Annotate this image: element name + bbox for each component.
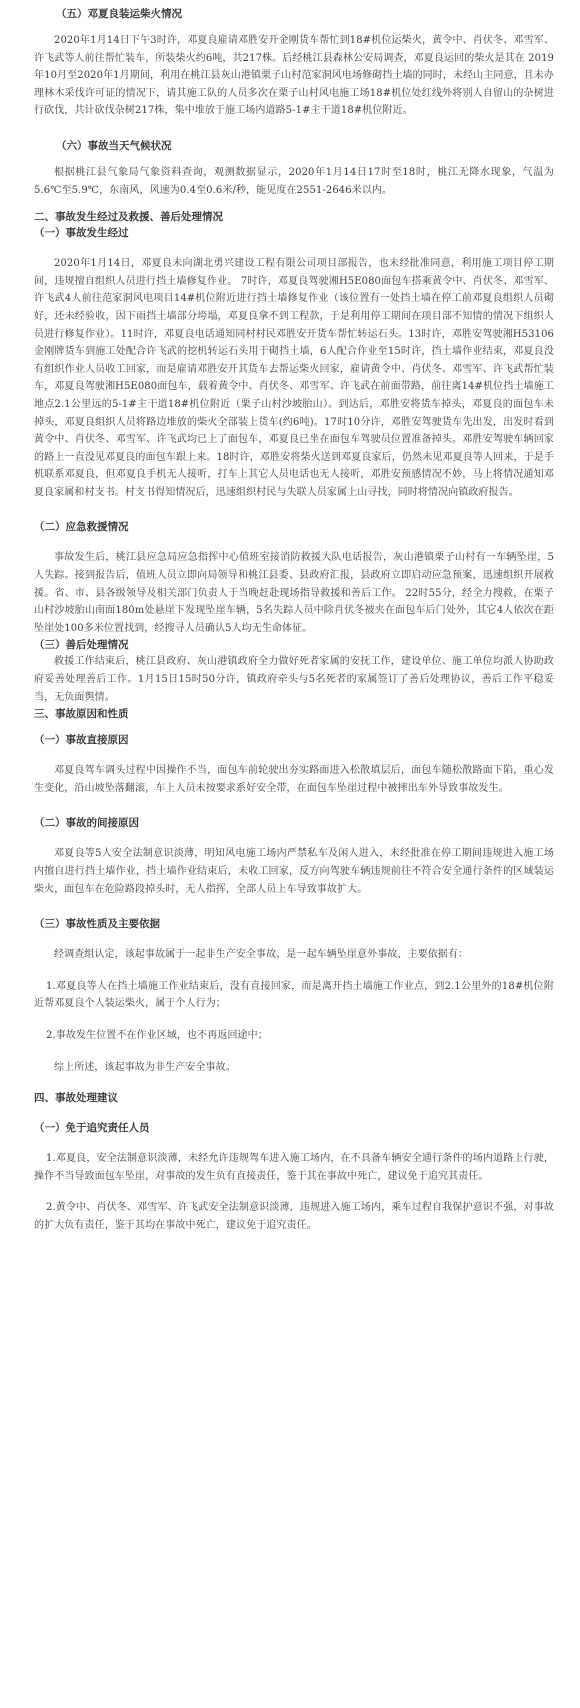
- paragraph-nature: 经调查组认定，该起事故属于一起非生产安全事故，是一起车辆坠崖意外事故，主要依据有：: [54, 949, 469, 961]
- section-title-firewood: （五）邓夏良装运柴火情况: [56, 8, 182, 20]
- section-title-aftermath: （三）善后处理情况: [34, 639, 129, 652]
- paragraph-indirect-cause: 邓夏良等5人安全法制意识淡薄，明知风电施工场内严禁私车及闲人进入，未经批准在停工期间违规进入施工场内擅自进行挡土墙作业，挡土墙作业结束后，未收工回家，反方向驾驶车辆违规前往不符合安全通行条件的区域装运柴火，面包车在危险路段掉头时，无人指挥，全部人员上车导致事故扩大。: [34, 848, 554, 895]
- section-title-weather: （六）事故当天气候状况: [56, 139, 172, 152]
- list-item-exempt-1: 1.邓夏良，安全法制意识淡薄，未经允许违规驾车进入施工场内，在不具备车辆安全通行条件的场内道路上行驶， 操作不当导致面包车坠崖，对事故的发生负有直接责任，鉴于其在事故中死亡，建议免于追究其责任。: [34, 1153, 554, 1182]
- part-title-causes: 三、事故原因和性质: [34, 708, 129, 721]
- paragraph-direct-cause: 邓夏良驾车调头过程中因操作不当，面包车前轮驶出夯实路面进入松散填层后，面包车随松散路面下陷，重心发生变化，沿山坡坠落翻滚，车上人员未按要求系好安全带，在面包车坠崖过程中被摔出车外导致事故发生。: [34, 765, 554, 794]
- paragraph-aftermath: 救援工作结束后，桃江县政府、灰山港镇政府全力做好死者家属的安抚工作，建设单位、施工单位均派人协助政府妥善处理善后工作。1月15日15时50分许，镇政府牵头与5名死者的家属签订了善后处理协议，善后工作平稳妥当，无负面舆情。: [34, 656, 554, 703]
- paragraph-rescue: 事故发生后，桃江县应急局应急指挥中心值班室接消防救援大队电话报告，灰山港镇栗子山村有一车辆坠崖，5人失踪。接到报告后，值班人员立即向局领导和桃江县委、县政府汇报，县政府立即启动应急预案，迅速组织开展救援。省、市、县各级领导及相关部门负责人于当晚赶赴现场指导救援和善后工作。 22时55分，经全力搜救，在栗子山村沙坡胎山南面180m处悬崖下发现坠崖车辆，5名失踪人员中除肖伏冬被夹在面包车后门处外，其它4人依次在距坠崖处100多米位置找到，经搜寻人员确认5人均无生命体征。: [34, 552, 554, 634]
- paragraph-firewood: 2020年1月14日下午3时许，邓夏良雇请邓胜安开金刚货车帮忙到18#机位运柴火，黄令中、肖伏冬、邓雪军、许飞武等人前往帮忙装车，所装柴火约6吨，共217株。后经桃江县森林公安局调查，邓夏良运回的柴火是其在 2019年10月至2020年1月期间，利用在桃江县灰山港镇栗子山村范家洞风电场修砌挡土墙的同时，未经山主同意，且未办理林木采伐许可证的情况下，请其施工队的人员多次在栗子山村风电施工场18#机位处红线外将别人自留山的杂树进行砍伐，共计砍伐杂树217株，集中堆放于施工场内道路5-1#主干道18#机位附近。: [34, 35, 554, 117]
- section-title-exempt: （一）免于追究责任人员: [34, 1122, 150, 1135]
- section-title-nature: （三）事故性质及主要依据: [34, 918, 160, 931]
- section-title-accident-process: （一）事故发生经过: [34, 227, 129, 240]
- paragraph-accident-process: 2020年1月14日，邓夏良未向湖北勇兴建设工程有限公司项目部报告，也未经批准同意，利用施工项目停工期间，违规擅自组织人员进行挡土墙修复作业。 7时许，邓夏良驾驶湘H5E080面包车搭乘黄令中、肖伏冬、邓雪军、许飞武4人前往范家洞风电项目14#机位附近进行挡土墙修复作业（该位置有一处挡土墙在停工前邓夏良组织人员砌好，还未经验收，因下雨挡土墙部分垮塌，邓夏良拿不到工程款，于是利用停工期间在项目部不知情的情况下组织人员进行修复作业）。11时许，邓夏良电话通知同村村民邓胜安开货车帮忙转运石头。13时许，邓胜安驾驶湘H53106金刚牌货车到施工处配合许飞武的挖机转运石头用于砌挡土墙，6人配合作业至15时许，挡土墙作业结束，邓夏良没有组织作业人员收工回家，而是雇请邓胜安开其货车去帮运柴火回家，雇请黄令中、肖伏冬、邓雪军、许飞武帮忙装车，邓夏良驾驶湘H5E080面包车，载着黄令中、肖伏冬、邓雪军、许飞武在前面带路，前往离14#机位挡土墙施工地点2.1公里远的5-1#主干道18#机位附近（栗子山村沙坡胎山）。到达后，邓胜安将货车掉头，邓夏良的面包车未掉头，邓夏良组织人员将路边堆放的柴火全部装上货车(约6吨)。17时10分许，邓胜安驾驶货车先出发，出发时看到黄令中、肖伏冬、邓雪军、许飞武均已上了面包车，邓夏良已坐在面包车驾驶员位置准备掉头。邓胜安驾驶车辆回家的路上一直没见邓夏良的面包车跟上来。18时许，邓胜安将柴火送到邓夏良家后，仍然未见邓夏良等人回来，于是手机联系邓夏良，但邓夏良手机无人接听，打车上其它人员电话也无人接听，邓胜安预感情况不妙，马上将情况通知邓夏良家属和村支书。村支书得知情况后，迅速组织村民与失联人员家属上山寻找，同时将情况向镇政府报告。: [34, 258, 554, 498]
- list-item-exempt-2: 2.黄令中、肖伏冬、邓雪军、许飞武安全法制意识淡薄，违规进入施工场内，乘车过程自我保护意识不强，对事故的扩大负有责任，鉴于其均在事故中死亡，建议免于追究责任。: [34, 1202, 554, 1231]
- section-title-direct-cause: （一）事故直接原因: [34, 734, 129, 747]
- part-title-suggestions: 四、事故处理建议: [34, 1092, 118, 1105]
- section-title-rescue: （二）应急救援情况: [34, 521, 129, 534]
- part-title-process: 二、事故发生经过及救援、善后处理情况: [34, 211, 223, 224]
- paragraph-conclusion: 综上所述，该起事故为非生产安全事故。: [54, 1061, 236, 1073]
- paragraph-weather: 根据桃江县气象局气象资料查询，观测数据显示，2020年1月14日17时至18时，桃江无降水现象，气温为5.6℃至5.9℃，东南风，风速为0.4至0.6米/秒，能见度在2551-2646米以内。: [34, 166, 554, 196]
- section-title-indirect-cause: （二）事故的间接原因: [34, 817, 139, 830]
- list-item-basis-1: 1.邓夏良等人在挡土墙施工作业结束后，没有直接回家，而是离开挡土墙施工作业点，到2.1公里外的18#机位附近帮邓夏良个人装运柴火，属于个人行为；: [34, 980, 554, 1010]
- list-item-basis-2: 2.事故发生位置不在作业区域，也不再返回途中；: [46, 1029, 268, 1041]
